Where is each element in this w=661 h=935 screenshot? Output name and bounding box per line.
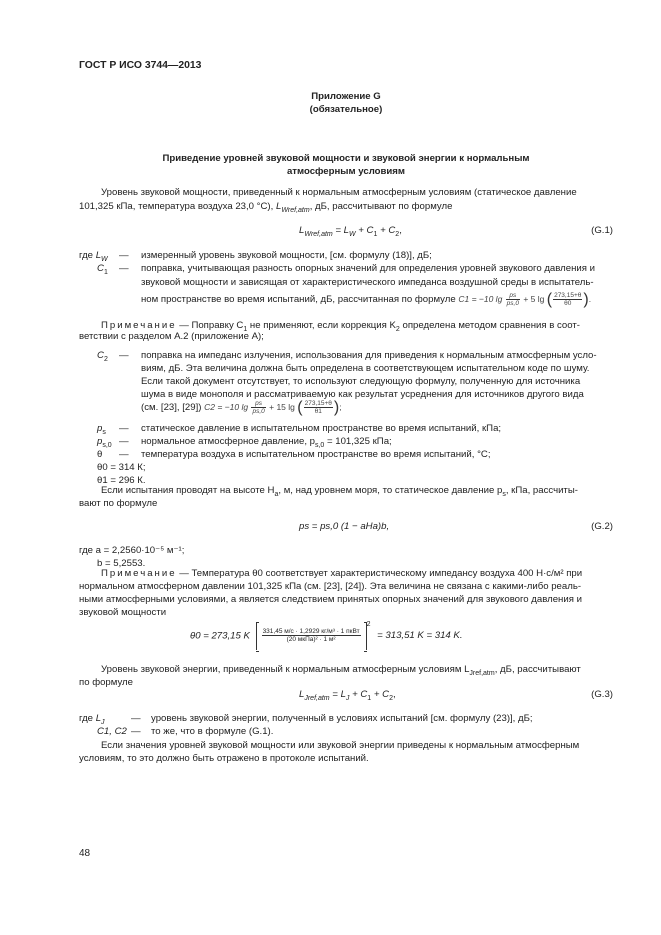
constant-b: b = 5,2553. xyxy=(97,558,146,569)
paragraph-4-line1: Если значения уровней звуковой мощности или звуковой энергии приведены к нормальным атмосферным xyxy=(101,740,580,751)
def-ps: $p_s$ — статическое давление в испытательном пространстве во время испытаний, кПа; xyxy=(97,423,502,436)
def-c1-c2: C1, C2 — то же, что в формуле (G.1). xyxy=(97,726,274,737)
c2-formula: C2 = −10 lg $\frac{ps}{ps,0}$ + 15 lg ( $\frac{273,15+\theta}{\theta 1}$ ); xyxy=(204,398,342,416)
paragraph-2-line2: вают по формуле xyxy=(79,498,158,509)
theta0-value: θ0 = 314 К; xyxy=(97,462,146,473)
c1-formula: C1 = −10 lg $\frac{ps}{ps,0}$ + 5 lg ( $\frac{273,15+\theta}{\theta 0}$ ). xyxy=(458,290,592,308)
equation-number: (G.2) xyxy=(591,521,613,532)
def-lj: где $L_J$ — уровень звуковой энергии, полученный в условиях испытаний [см. формулу (23)], дБ; xyxy=(79,713,533,726)
paragraph-2-line1: Если испытания проводят на высоте $H_a$, м, над уровнем моря, то статическое давление $p_s$, кПа, рассчиты- xyxy=(101,485,578,498)
constant-a: где a = 2,2560·10⁻⁵ м⁻¹; xyxy=(79,545,185,556)
paragraph-3-line1: Уровень звуковой энергии, приведенный к нормальным атмосферным условиям $L_{Jref,atm}$, дБ, рассчитывают xyxy=(101,664,581,677)
def-theta: θ — температура воздуха в испытательном пространстве во время испытаний, °С; xyxy=(97,449,491,460)
equation-theta0: θ0 = 273,15 K $\frac{\text{331,45 м/с · 1,2929 кг/м³ · 1 пкВт}}{\text{(20 мкПа)² · 1 м²}}$ $^2$ = 313,51 K = 314 K. xyxy=(190,622,463,652)
equation-g1: $L_{Wref,atm} = L_W + C_1 + C_2$, (G.1) xyxy=(299,225,613,238)
def-lw: где $L_W$ — измеренный уровень звуковой мощности, [см. формулу (18)], дБ; xyxy=(79,250,432,263)
page-number: 48 xyxy=(79,848,91,859)
equation-g2: ps = ps,0 (1 − aHa)b, (G.2) xyxy=(299,521,613,532)
paragraph-1-line1: Уровень звуковой мощности, приведенный к нормальным атмосферным условиям (статическое давление xyxy=(101,187,577,198)
section-title-line2: атмосферным условиям xyxy=(286,166,406,177)
note-2-line1: Примечание — Температура θ0 соответствует характеристическому импедансу воздуха 400 Н·с/м² при xyxy=(101,568,583,579)
note-2-line2: нормальном атмосферном давлении 101,325 кПа (см. [23], [24]). Эта величина не связана с какими-либо реаль- xyxy=(79,581,582,592)
theta1-value: θ1 = 296 К. xyxy=(97,475,146,486)
appendix-status: (обязательное) xyxy=(309,104,383,115)
note-1-line2: ветствии с разделом А.2 (приложение А); xyxy=(79,331,264,342)
paragraph-1-line2: 101,325 кПа, температура воздуха 23,0 °С), $L_{Wref,atm}$, дБ, рассчитывают по формуле xyxy=(79,201,453,214)
equation-number: (G.3) xyxy=(591,689,613,700)
equation-number: (G.1) xyxy=(591,225,613,236)
def-c1: $C_1$ — поправка, учитывающая разность опорных значений для определения уровней звукового давления и звуковой мощности и зависящая от характеристического импеданса воздушной среды в испытатель- xyxy=(97,263,595,288)
note-2-line3: ными атмосферными условиями, а является следствием принятых опорных значений для звукового давления и xyxy=(79,594,582,605)
section-title-line1: Приведение уровней звуковой мощности и звуковой энергии к нормальным xyxy=(162,153,530,164)
def-ps0: $p_{s,0}$ — нормальное атмосферное давление, $p_{s,0} = 101,325$ кПа; xyxy=(97,436,392,449)
def-c1-formula-line: ном пространстве во время испытаний, дБ, рассчитанная по формуле C1 = −10 lg $\frac{ps}{ps,0}$ + 5 lg ( $\frac{273,15+\theta}{\theta 0}$ ). xyxy=(141,290,592,308)
standard-header: ГОСТ Р ИСО 3744—2013 xyxy=(79,60,202,71)
note-1-line1: Примечание — Поправку $C_1$ не применяют, если коррекция $K_2$ определена методом сравнения в соот- xyxy=(101,320,580,333)
paragraph-4-line2: условиям, то это должно быть отражено в протоколе испытаний. xyxy=(79,753,369,764)
appendix-title: Приложение G xyxy=(311,91,381,102)
def-c2-formula-line: (см. [23], [29]) C2 = −10 lg $\frac{ps}{ps,0}$ + 15 lg ( $\frac{273,15+\theta}{\theta 1}$ ); xyxy=(141,398,342,416)
equation-g3: $L_{Jref,atm} = L_J + C_1 + C_2$, (G.3) xyxy=(299,689,613,702)
note-2-line4: звуковой мощности xyxy=(79,607,167,618)
def-c2: $C_2$ — поправка на импеданс излучения, использования для приведения к нормальным атмосферным усло- виям, дБ. Эта величина должна быть определена в соответствующем испытательном коде по шуму. Если такой документ отсутствует, то используют следующую формулу, полученную для источника шума в виде монополя и рассматриваемую как результат усреднения для источников другого вида xyxy=(97,350,597,400)
paragraph-3-line2: по формуле xyxy=(79,677,133,688)
